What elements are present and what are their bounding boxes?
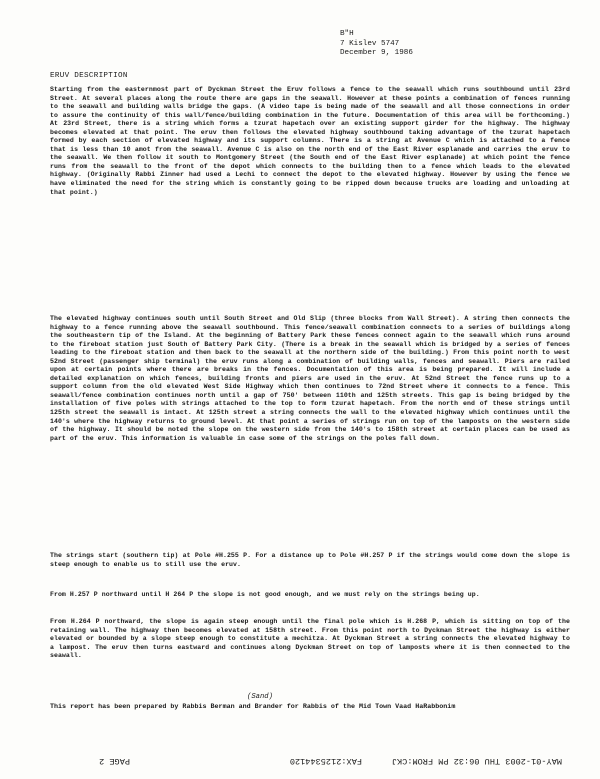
paragraph-3 [50, 552, 570, 569]
paragraph-text: The strings start (southern tip) at Pole #H.255 P. For a distance up to Pole #H.257 P if the strings would come down the slope is steep enough to enable us to still use the eruv. [50, 552, 570, 568]
fax-header-page: PAGE 2 [99, 756, 130, 766]
header-line-3: December 9, 1986 [340, 49, 413, 57]
document-title: ERUV DESCRIPTION [50, 72, 128, 80]
handwritten-note: (Sand) [247, 693, 273, 701]
paragraph-5 [50, 618, 570, 661]
fax-header-sender: MAY-01-2003 THU 06:32 PM FROM:CKJ [391, 756, 562, 766]
fax-header-number: FAX:2125344120 [289, 756, 362, 766]
header-line-1: B"H [340, 30, 354, 38]
paragraph-1 [50, 86, 570, 197]
paragraph-text: Starting from the easternmost part of Dyckman Street the Eruv follows a fence to the seawall which runs southbound until 23rd Street. At several places along the route there are gaps in the seawall. However at these points a combination of fences running to the seawall and building walls bridge the gaps. (A video tape is being made of the seawall and all those connections in order to assure the continuity of this wall/fence/building combination in the future. Documentation of this area will be forthcoming.) At 23rd Street, there is a string which forms a tzurat hapetach over an existing support girder for the highway. The highway becomes elevated at that point. The eruv then follows the elevated highway southbound taking advantage of the tzurat hapetach formed by each section of elevated highway and its support columns. There is a string at Avenue C which is attached to a fence that is less than 10 amot from the seawall. Avenue C is also on the north end of the East River esplanade and carries the eruv to the seawall. We then follow it south to Montgomery Street (the South end of the East River esplanade) at which point the fence runs from the seawall to the front of the depot which connects to the building then to a fence which leads to the elevated highway. (Originally Rabbi Zinner had used a Lechi to connect the depot to the elevated highway. However by using the fence we have eliminated the need for the string which is constantly going to be ripped down because trucks are loading and unloading at that point.) [50, 86, 570, 196]
paragraph-text: From H.257 P northward until H 264 P the slope is not good enough, and we must rely on the strings being up. [50, 591, 480, 598]
signature-line: This report has been prepared by Rabbis Berman and Brander for Rabbis of the Mid Town Vaad HaRabbonim [50, 703, 456, 711]
fax-footer [50, 752, 562, 766]
paragraph-2 [50, 315, 570, 443]
paragraph-text: The elevated highway continues south until South Street and Old Slip (three blocks from Wall Street). A string then connects the highway to a fence running above the seawall southbound. This fence/seawall combination connects to a series of buildings along the southeastern tip of the Island. At the beginning of Battery Park these fences connect again to the seawall which runs around to the fireboat station just South of Battery Park City. (There is a break in the seawall which is bridged by a series of fences leading to the fireboat station and then back to the seawall at the northern side of the building.) From this point north to west 52nd Street (passenger ship terminal) the eruv runs along a combination of building walls, fences and seawall. Piers are railed upon at certain points where there are breaks in the fences. Documentation of this area is being prepared. It will include a detailed explanation on which fences, building fronts and piers are used in the eruv. At 52nd Street the fence runs up to a support column from the old elevated West Side Highway which then continues to 72nd Street where it connects to a fence. This seawall/fence combination continues north until a gap of 750' between 110th and 125th streets. This gap is being bridged by the installation of five poles with strings attached to the top to form tzurat hapetach. From the north end of these strings until 125th street the seawall is intact. At 125th street a string connects the wall to the elevated highway which continues until the 140's where the highway returns to ground level. At that point a series of strings run on top of the lamposts on the western side of the highway. It should be noted the slope on the western side from the 140's to 158th street at certain places can be used as part of the eruv. This information is valuable in case some of the strings on the poles fall down. [50, 315, 570, 442]
paragraph-text: From H.264 P northward, the slope is again steep enough until the final pole which is H.268 P, which is sitting on top of the retaining wall. The highway then becomes elevated at 158th street. From this point north to Dyckman Street the highway is either elevated or bounded by a slope steep enough to constitute a mechitza. At Dyckman Street a string connects the elevated highway to a lampost. The eruv then turns eastward and continues along Dyckman Street on top of lamposts where it is then connected to the seawall. [50, 618, 570, 660]
header-line-2: 7 Kislev 5747 [340, 39, 400, 48]
date-header [340, 30, 413, 59]
paragraph-4 [50, 591, 570, 600]
